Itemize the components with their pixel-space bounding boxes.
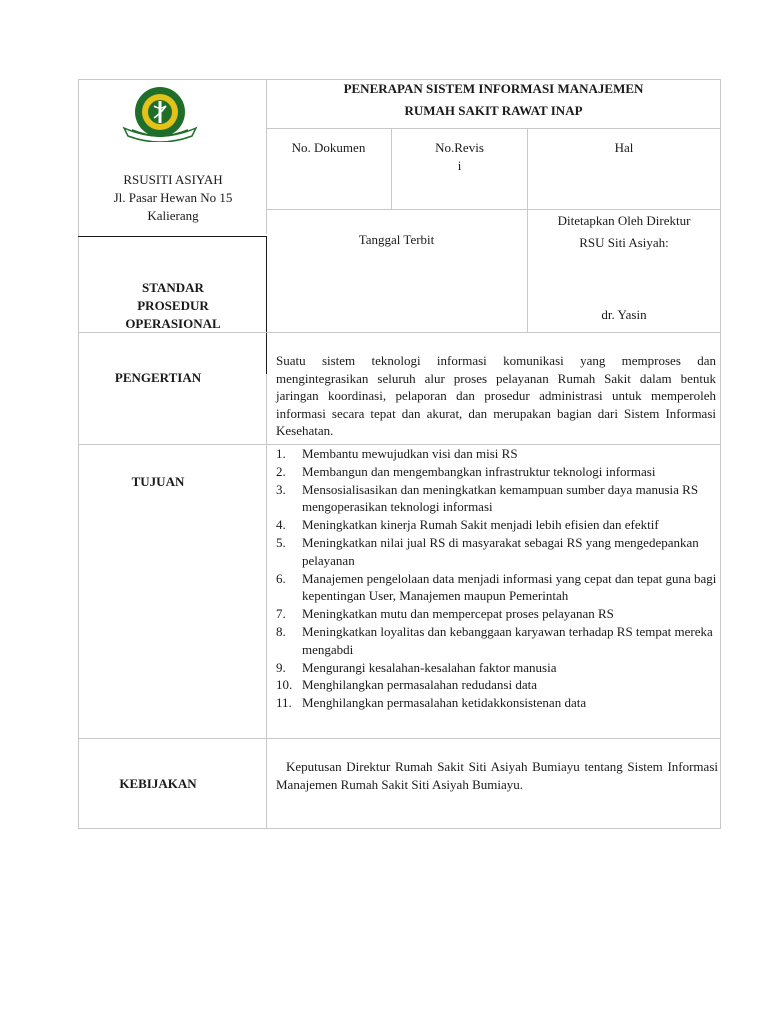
- pengertian-text: Suatu sistem teknologi informasi komunikasi yang memproses dan mengintegrasikan seluruh alur proses pelayanan Rumah Sakit dalam bentuk jaringan koordinasi, pelaporan dan prosedur administrasi untuk memperoleh informasi secara tepat dan akurat, dan merupakan bagian dari Sistem Informasi Kesehatan.: [276, 353, 716, 438]
- tujuan-list-item: [276, 676, 720, 694]
- tujuan-item-number: 11.: [276, 695, 292, 711]
- tujuan-item-number: 6.: [276, 570, 286, 586]
- kebijakan-text-content: Keputusan Direktur Rumah Sakit Siti Asiyah Bumiayu tentang Sistem Informasi Manajemen Rumah Sakit Siti Asiyah Bumiayu.: [276, 759, 718, 792]
- tujuan-item-text: Menghilangkan permasalahan redudansi data: [302, 677, 537, 693]
- table-bottom-border: [78, 828, 721, 829]
- sop-label-line3: OPERASIONAL: [125, 316, 221, 331]
- tujuan-item-number: 8.: [276, 623, 286, 639]
- no-revisi-label-line1: No.Revis: [435, 140, 484, 155]
- tujuan-list-item: [276, 694, 720, 712]
- logo-cell-bottom: [78, 236, 267, 237]
- tujuan-item-text: Membangun dan mengembangkan infrastruktur teknologi informasi: [302, 463, 656, 479]
- sop-label-line1: STANDAR: [142, 280, 204, 295]
- pengertian-label: PENGERTIAN: [114, 370, 202, 385]
- tujuan-label: TUJUAN: [131, 474, 185, 489]
- hospital-address-line1: Jl. Pasar Hewan No 15: [113, 190, 233, 205]
- kebijakan-text: [276, 758, 718, 793]
- no-dokumen-label: No. Dokumen: [291, 140, 366, 155]
- tujuan-list-item: [276, 516, 720, 534]
- tujuan-item-text: Meningkatkan kinerja Rumah Sakit menjadi lebih efisien dan efektif: [302, 517, 659, 533]
- tujuan-list: [276, 445, 720, 712]
- column-divider-lower: [266, 374, 267, 829]
- tujuan-list-item: [276, 534, 720, 570]
- document-title-line2: RUMAH SAKIT RAWAT INAP: [404, 103, 583, 118]
- tujuan-item-text: Membantu mewujudkan visi dan misi RS: [302, 446, 518, 461]
- tujuan-item-text: Meningkatkan loyalitas dan kebanggaan karyawan terhadap RS tempat mereka mengabdi: [302, 623, 713, 657]
- docinfo-divider-2: [527, 128, 528, 333]
- kebijakan-label: KEBIJAKAN: [119, 776, 197, 791]
- hospital-emblem-icon: [118, 84, 202, 142]
- hospital-logo: [118, 84, 202, 142]
- table-left-border: [78, 79, 79, 829]
- tujuan-item-number: 1.: [276, 446, 286, 461]
- tujuan-item-text: Manajemen pengelolaan data menjadi informasi yang cepat dan tepat guna bagi kepentingan User, Manajemen maupun Pemerintah: [302, 570, 717, 604]
- tujuan-item-number: 3.: [276, 481, 286, 497]
- sop-label-line2: PROSEDUR: [137, 298, 209, 313]
- tanggal-terbit-label: Tanggal Terbit: [358, 232, 435, 247]
- docinfo-row-bottom: [266, 209, 721, 210]
- tujuan-list-item: [276, 481, 720, 517]
- document-title-line1: PENERAPAN SISTEM INFORMASI MANAJEMEN: [343, 81, 644, 96]
- tujuan-item-number: 2.: [276, 463, 286, 479]
- hospital-address-line2: Kalierang: [147, 208, 199, 223]
- tujuan-list-item: [276, 623, 720, 659]
- tujuan-item-number: 9.: [276, 659, 286, 675]
- tujuan-item-text: Mensosialisasikan dan meningkatkan kemampuan sumber daya manusia RS mengoperasikan teknologi informasi: [302, 481, 699, 515]
- hospital-name: RSUSITI ASIYAH: [123, 172, 223, 187]
- tujuan-item-number: 7.: [276, 606, 286, 622]
- tujuan-item-text: Meningkatkan mutu dan mempercepat proses pelayanan RS: [302, 606, 614, 622]
- no-revisi-label-line2: i: [457, 158, 462, 173]
- tujuan-item-number: 4.: [276, 517, 286, 533]
- column-divider-dark: [266, 236, 267, 374]
- title-row-bottom: [266, 128, 721, 129]
- tujuan-item-text: Meningkatkan nilai jual RS di masyarakat sebagai RS yang mengedepankan pelayanan: [302, 534, 699, 568]
- tujuan-item-number: 5.: [276, 534, 286, 550]
- tujuan-row-bottom: [78, 738, 721, 739]
- table-right-border: [720, 79, 721, 829]
- signer-name: dr. Yasin: [601, 307, 647, 322]
- ditetapkan-line2: RSU Siti Asiyah:: [579, 235, 669, 250]
- tujuan-list-item: [276, 445, 720, 463]
- tujuan-list-item: [276, 570, 720, 606]
- tujuan-item-text: Menghilangkan permasalahan ketidakkonsistenan data: [302, 695, 587, 711]
- tujuan-list-item: [276, 463, 720, 481]
- tujuan-list-item: [276, 605, 720, 623]
- hal-label: Hal: [614, 140, 634, 155]
- tujuan-list-item: [276, 659, 720, 677]
- tujuan-item-number: 10.: [276, 677, 293, 693]
- tujuan-item-text: Mengurangi kesalahan-kesalahan faktor manusia: [302, 659, 557, 675]
- ditetapkan-line1: Ditetapkan Oleh Direktur: [557, 213, 691, 228]
